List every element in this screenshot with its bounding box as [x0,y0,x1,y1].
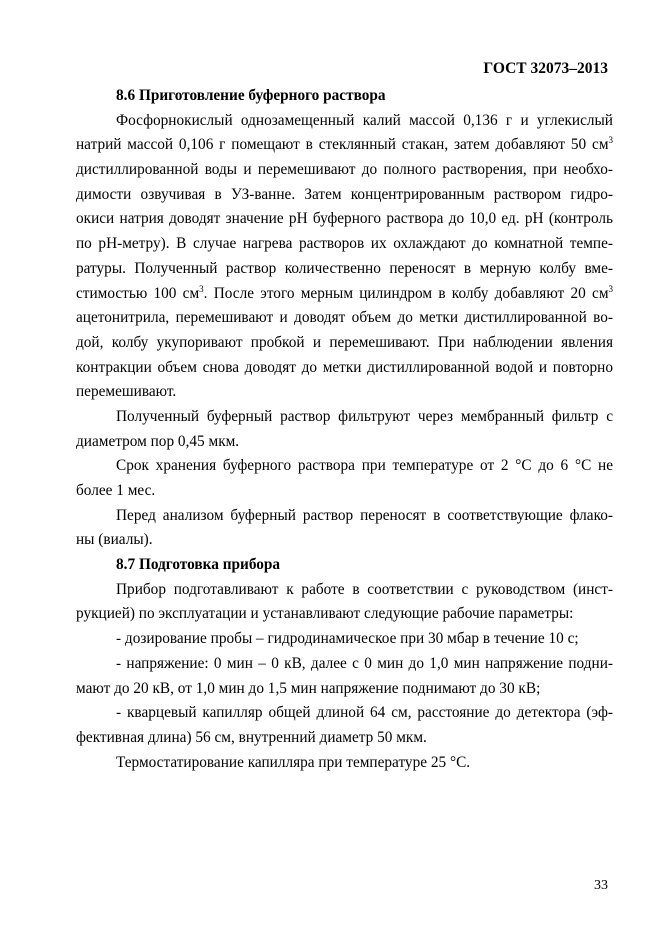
paragraph-line: стимостью 100 $см^3$. После этого мерным цилиндром в колбу добавляют 20 $см^3$ [76,283,613,302]
paragraph-line: по pH-метру). В случае нагрева растворов их охлаждают до комнатной темпе- [76,235,613,253]
paragraph-line: натрий массой 0,106 г помещают в стеклянный стакан, затем добавляют 50 $см^3$ [76,135,613,154]
paragraph-line: димости озвучивая в УЗ-ванне. Затем концентрированным раствором гидро- [76,185,613,203]
paragraph-line: Фосфорнокислый однозамещенный калий массой 0,136 г и углекислый [116,111,613,129]
list-item-continuation: мают до 20 кВ, от 1,0 мин до 1,5 мин напряжение поднимают до 30 кВ; [76,679,541,697]
paragraph-line: более 1 мес. [76,482,156,499]
paragraph-line: ратуры. Полученный раствор количественно переносят в мерную колбу вме- [76,259,613,277]
paragraph-line: Прибор подготавливают к работе в соответствии с руководством (инст- [116,580,613,598]
paragraph-line: контракции объем снова доводят до метки дистиллированной водой и повторно [76,358,613,376]
paragraph-line: Термостатирование капилляра при температуре 25 °С. [116,753,471,771]
superscript: 3 [608,283,613,294]
page-number: 33 [594,878,608,893]
paragraph-line: Срок хранения буферного раствора при температуре от 2 °С до 6 °С не [116,457,613,475]
superscript: 3 [199,283,204,294]
section-8-6-heading: 8.6 Приготовление буферного раствора [116,87,386,104]
paragraph-line: ацетонитрила, перемешивают и доводят объем до метки дистиллированной во- [76,309,613,327]
paragraph-line: перемешивают. [76,383,177,401]
list-item: - дозирование пробы – гидродинамическое при 30 мбар в течение 10 с; [116,630,579,648]
page-body [76,84,613,775]
paragraph-line: рукцией) по эксплуатации и устанавливают следующие рабочие параметры: [76,605,574,623]
paragraph-line: ны (виалы). [76,531,153,549]
list-item: - напряжение: 0 мин – 0 кВ, далее с 0 мин до 1,0 мин напряжение подни- [116,654,613,672]
paragraph-line: окиси натрия доводят значение pH буферного раствора до 10,0 ед. pH (контроль [76,210,613,228]
list-item: - кварцевый капилляр общей длиной 64 см, расстояние до детектора (эф- [116,704,613,722]
paragraph-line: дистиллированной воды и перемешивают до полного растворения, при необхо- [76,161,613,179]
paragraph-line: дой, колбу укупоривают пробкой и перемешивают. При наблюдении явления [76,333,613,351]
document-header: ГОСТ 32073–2013 [483,60,608,77]
paragraph-line: Перед анализом буферный раствор переносят в соответствующие флако- [116,506,613,524]
list-item-continuation: фективная длина) 56 см, внутренний диаметр 50 мкм. [76,728,427,746]
paragraph-line: Полученный буферный раствор фильтруют через мембранный фильтр с [116,407,613,425]
superscript: 3 [608,135,613,146]
paragraph-line: диаметром пор 0,45 мкм. [76,432,240,450]
section-8-7-heading: 8.7 Подготовка прибора [116,556,281,574]
